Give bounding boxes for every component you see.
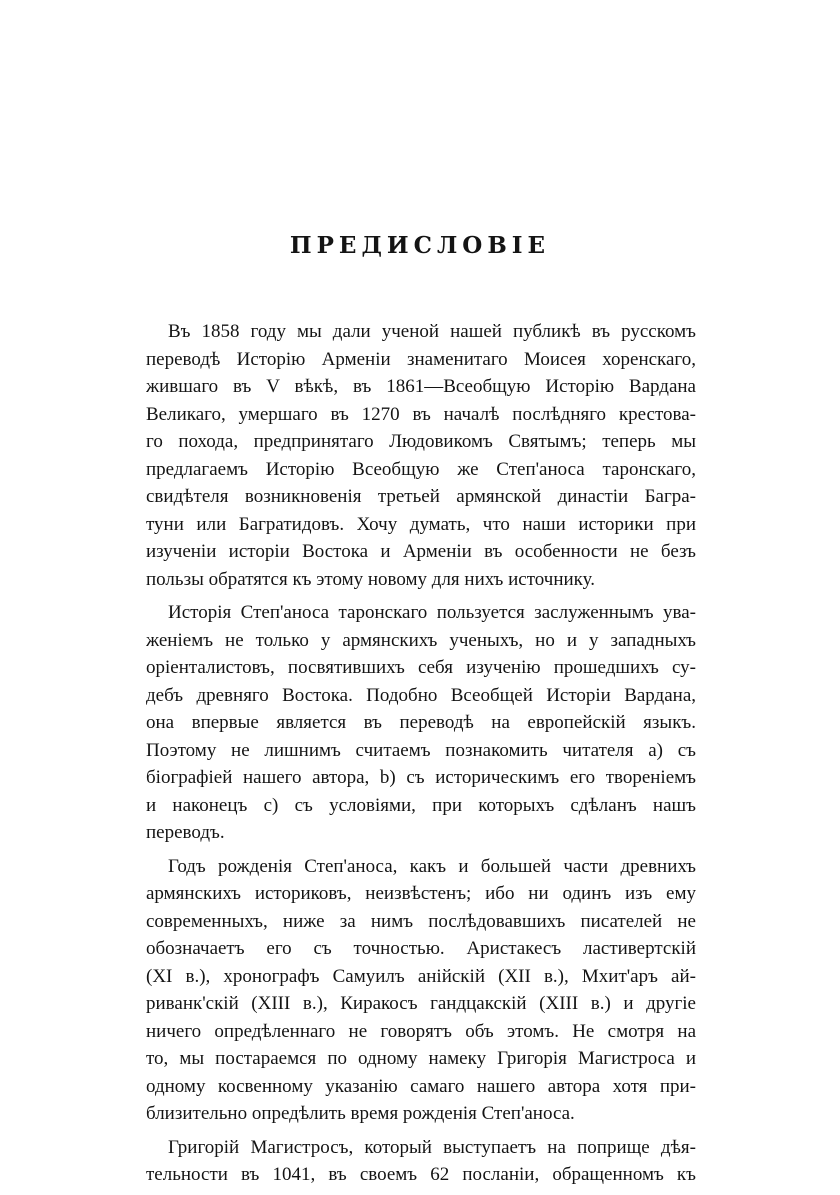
text-line: (XI в.), хронографъ Самуилъ анійскій (XII в.), Мхит'аръ ай- (146, 965, 696, 987)
text-line: Григорій Магистросъ, который выступаетъ на поприще дѣя- (168, 1136, 696, 1158)
paragraph-1 (146, 318, 696, 593)
text-line: го похода, предпринятаго Людовикомъ Святымъ; теперь мы (146, 431, 696, 452)
text-line: то, мы постараемся по одному намеку Григорія Магистроса и (146, 1048, 696, 1069)
text-line: жившаго въ V вѣкѣ, въ 1861—Всеобщую Исторію Вардана (146, 376, 696, 397)
text-line: Исторія Степ'аноса таронскаго пользуется заслуженнымъ ува- (168, 602, 696, 623)
text-line: Годъ рожденія Степ'аноса, какъ и большей части древнихъ (168, 855, 696, 877)
text-line: Въ 1858 году мы дали ученой нашей публикѣ въ русскомъ (168, 321, 696, 342)
paragraph-3 (146, 853, 696, 1128)
text-line: изученіи исторіи Востока и Арменіи въ особенности не безъ (146, 541, 696, 562)
text-line: армянскихъ историковъ, неизвѣстенъ; ибо ни одинъ изъ ему (146, 883, 696, 904)
text-line: и наконецъ c) съ условіями, при которыхъ сдѣланъ нашъ (146, 794, 696, 816)
text-line: оріенталистовъ, посвятившихъ себя изученію прошедшихъ су- (146, 657, 696, 678)
text-line: женіемъ не только у армянскихъ ученыхъ, но и у западныхъ (146, 629, 696, 651)
text-line: пользы обратятся къ этому новому для нихъ источнику. (146, 568, 595, 590)
text-line: туни или Багратидовъ. Хочу думать, что наши историки при (146, 513, 696, 535)
text-line: біографіей нашего автора, b) съ историческимъ его твореніемъ (146, 767, 696, 788)
text-line: Великаго, умершаго въ 1270 въ началѣ послѣдняго крестова- (146, 403, 696, 425)
text-line: одному косвенному указанію самаго нашего автора хотя при- (146, 1075, 696, 1097)
body-text (146, 318, 696, 1195)
text-line: переводѣ Исторію Арменіи знаменитаго Моисея хоренскаго, (146, 348, 696, 370)
paragraph-4 (146, 1134, 696, 1189)
text-line: обозначаетъ его съ точностью. Аристакесъ ластивертскій (146, 938, 696, 959)
text-line: дебъ древняго Востока. Подобно Всеобщей Исторіи Вардана, (146, 684, 696, 706)
text-line: Поэтому не лишнимъ считаемъ познакомить читателя a) съ (146, 739, 696, 761)
text-line: она впервые является въ переводѣ на европейскій языкъ. (146, 712, 696, 733)
text-line: близительно опредѣлить время рожденія Степ'аноса. (146, 1103, 575, 1124)
text-line: переводъ. (146, 822, 225, 843)
text-line: свидѣтеля возникновенія третьей армянской династіи Багра- (146, 486, 696, 507)
page-title: ПРЕДИСЛОВІЕ (289, 232, 551, 259)
paragraph-2 (146, 599, 696, 847)
text-line: современныхъ, ниже за нимъ послѣдовавшихъ писателей не (146, 910, 696, 932)
text-line: тельности въ 1041, въ своемъ 62 посланіи, обращенномъ къ (146, 1164, 696, 1185)
text-line: ничего опредѣленнаго не говорятъ объ этомъ. Не смотря на (146, 1020, 696, 1042)
text-line: риванк'скій (XIII в.), Киракосъ гандцакскій (XIII в.) и другіе (146, 993, 696, 1014)
text-line: предлагаемъ Исторію Всеобщую же Степ'аноса таронскаго, (146, 458, 696, 480)
